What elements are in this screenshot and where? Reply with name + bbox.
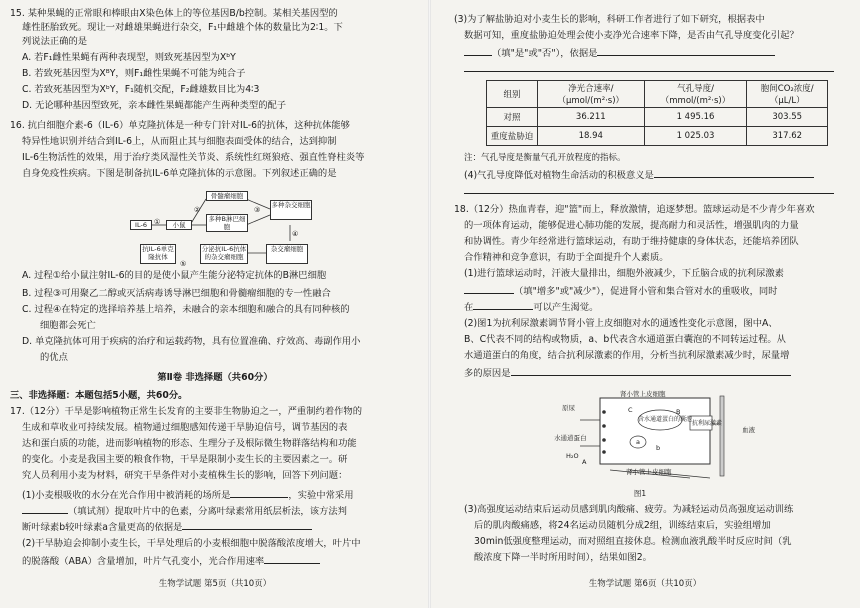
fig-top-label: 肾小管上皮细胞 — [620, 390, 666, 398]
q17-line-3: 达和蛋白质的功能，进而影响植物的形态、生理分子及根际微生物群落结构和功能 — [22, 438, 357, 449]
table-header-row — [487, 81, 828, 108]
fig-lumen-label: 原尿 — [562, 404, 575, 412]
blank-2[interactable] — [22, 504, 68, 514]
q17-sub1-line2 — [22, 504, 347, 518]
q18-sub3-line2: 后的肌肉酸痛感，将24名运动员随机分成2组，训练结束后，实验组增加 — [474, 520, 771, 531]
q15-option-a: A. 若F₁雌性果蝇有两种表现型，则致死基因型为XᵇY — [22, 52, 236, 63]
blank-8[interactable] — [654, 168, 814, 178]
q17-sub2-b: 的脱落酸（ABA）含量增加，叶片气孔变小，光合作用速率 — [22, 556, 265, 567]
step-4: ④ — [292, 230, 299, 238]
q18-sub1-b: （填"增多"或"减少"），促进肾小管和集合管对水的重吸收，同时 — [514, 286, 778, 297]
q17-sub1-a: (1)小麦根吸收的水分在光合作用中被消耗的场所是 — [22, 490, 231, 501]
fig-bottom-label: 肾小管上皮细胞 — [626, 468, 672, 476]
q17-4-line — [464, 168, 814, 182]
q18-sub1-line3 — [464, 300, 598, 314]
q18-line-2: 的一项体育运动，能够促进心肺功能的发展，提高耐力和灵活性，增强肌肉的力量 — [464, 220, 799, 231]
table-header: 气孔导度/（mmol/(m²·s)） — [644, 81, 747, 108]
blank-line-9 — [464, 184, 834, 198]
q17-line-4: 的变化。小麦是我国主要的粮食作物，干旱是限制小麦生长的主要因素之一。研 — [22, 454, 348, 465]
table-cell: 317.62 — [747, 127, 828, 146]
q16-stem-3: IL-6生物活性的效果，用于治疗类风湿性关节炎、系统性红斑狼疮、强直性脊柱炎等 — [22, 152, 365, 163]
part3-title: 三、非选择题：本题包括5小题，共60分。 — [10, 390, 188, 401]
table-cell: 18.94 — [538, 127, 645, 146]
table-row — [487, 127, 828, 146]
table-row — [487, 108, 828, 127]
hybrid-box: 杂交瘤细胞 — [266, 244, 308, 264]
myeloma-box: 骨髓瘤细胞 — [206, 191, 248, 201]
part2-title: 第Ⅱ卷 非选择题（共60分） — [157, 372, 273, 383]
q16-option-b: B. 过程③可用聚乙二醇或灭活病毒诱导淋巴细胞和骨髓瘤细胞的专一性融合 — [22, 288, 331, 299]
fig-vesicle-label: 含水通道蛋白的囊泡 — [638, 416, 693, 423]
q15-stem-3: 列说法正确的是 — [22, 36, 88, 47]
fig-label-a-lower: a — [636, 438, 640, 446]
blank-7[interactable] — [464, 62, 834, 72]
q17-3-l3: （填"是"或"否"），依据是 — [492, 48, 598, 59]
q18-sub1-line2 — [464, 284, 777, 298]
step-3: ③ — [254, 206, 261, 214]
blank-9[interactable] — [464, 184, 834, 194]
q18-line-4: 合作精神和竞争意识，有助于全面提升个人素质。 — [464, 252, 669, 263]
table-cell: 36.211 — [538, 108, 645, 127]
q18-sub3-line1: (3)高强度运动结束后运动员感到肌肉酸痛、疲劳。为减轻运动员高强度运动训练 — [464, 504, 794, 515]
right-page — [430, 0, 860, 608]
q16-option-c-2: 细胞都会死亡 — [40, 320, 96, 331]
q17-sub1-line1 — [22, 488, 354, 502]
table-cell: 303.55 — [747, 108, 828, 127]
table-cell: 对照 — [487, 108, 538, 127]
q18-sub2-d: 多的原因是 — [464, 368, 511, 379]
table-cell: 1 025.03 — [644, 127, 747, 146]
step-1: ① — [154, 218, 161, 226]
salt-stress-table — [486, 80, 828, 146]
q18-sub1-c: 在 — [464, 302, 474, 313]
q18-line-3: 和协调性。青少年经常进行篮球运动，有助于维持健康的身体状态，还能培养团队 — [464, 236, 799, 247]
table-cell: 1 495.16 — [644, 108, 747, 127]
q18-sub2-line4 — [464, 366, 791, 380]
q17-4: (4)气孔导度降低对植物生命活动的积极意义是 — [464, 170, 654, 181]
q16-option-d-1: D. 单克隆抗体可用于疾病的治疗和运载药物，具有位置准确、疗效高、毒副作用小 — [22, 336, 361, 347]
table-header: 组别 — [487, 81, 538, 108]
antibody-box: 抗IL-6单克隆抗体 — [140, 244, 176, 264]
fig-label-a-upper: A — [582, 458, 587, 466]
fused-box: 多种杂交细胞 — [270, 200, 312, 220]
blank-11[interactable] — [473, 300, 533, 310]
blank-12[interactable] — [511, 366, 791, 376]
q16-stem-4: 自身免疫性疾病。下图是制备抗IL-6单克隆抗体的示意图。下列叙述正确的是 — [22, 168, 337, 179]
q17-3-line-1: (3)为了解盐胁迫对小麦生长的影响，科研工作者进行了如下研究，根据表中 — [454, 14, 765, 25]
fig-blood-label: 血液 — [742, 426, 755, 434]
q16-option-d-2: 的优点 — [40, 352, 68, 363]
q16-option-a: A. 过程①给小鼠注射IL-6的目的是使小鼠产生能分泌特定抗体的B淋巴细胞 — [22, 270, 327, 281]
step-5: ⑤ — [180, 260, 187, 268]
table-note: 注：气孔导度是衡量气孔开放程度的指标。 — [464, 153, 626, 163]
q18-sub1-line1: (1)进行篮球运动时，汗液大量排出，细胞外液减少，下丘脑合成的抗利尿激素 — [464, 268, 784, 279]
q17-sub1-b: ，实验中常采用 — [288, 490, 354, 501]
q17-sub1-c: （填试剂）提取叶片中的色素，分离叶绿素常用纸层析法，该方法判 — [68, 506, 347, 517]
table-cell: 重度盐胁迫 — [487, 127, 538, 146]
q16-stem-2: 特异性地识别并结合到IL-6上，从而阻止其与细胞表面受体的结合，达到抑制 — [22, 136, 337, 147]
q18-sub3-line3: 30min低强度整理运动，而对照组直接休息。检测血液乳酸半时反应时间（乳 — [474, 536, 792, 547]
q15-option-c: C. 若致死基因型为XᵇY，F₁随机交配，F₂雌雄数目比为4∶3 — [22, 84, 260, 95]
table-header: 胞间CO₂浓度/（μL/L） — [747, 81, 828, 108]
q16-stem-1: 16. 抗白细胞介素-6（IL-6）单克隆抗体是一种专门针对IL-6的抗体，这种抗体能够 — [10, 120, 350, 131]
q18-sub2-line1: (2)图1为抗利尿激素调节肾小管上皮细胞对水的通透性变化示意图，图中A、 — [464, 318, 778, 329]
fig-label-b-lower: b — [656, 444, 661, 452]
q17-sub2-line2 — [22, 554, 320, 568]
q18-sub2-line2: B、C代表不同的结构或物质，a、b代表含水通道蛋白囊泡的不同转运过程。从 — [464, 334, 786, 345]
table-header: 净光合速率/（μmol/(m²·s)） — [538, 81, 645, 108]
q17-line-1: 17.（12分）干旱是影响植物正常生长发育的主要非生物胁迫之一，严重制约着作物的 — [10, 406, 363, 417]
fig-caption: 图1 — [633, 489, 647, 498]
mouse-box: 小鼠 — [166, 220, 192, 230]
q17-3-line-3 — [464, 46, 775, 60]
q17-line-5: 究人员利用小麦为材料，研究干旱条件对小麦植株生长的影响，回答下列问题： — [22, 470, 348, 481]
step-2: ② — [194, 206, 201, 214]
q15-stem-2: 雄性胚胎致死。现让一对雌雄果蝇进行杂交，F₁中雌雄个体的数量比为2∶1。下 — [22, 22, 343, 33]
il6-box: IL-6 — [130, 220, 152, 230]
right-footer: 生物学试题 第6页（共10页） — [588, 579, 702, 589]
q15-option-d: D. 无论哪种基因型致死，亲本雌性果蝇都能产生两种类型的配子 — [22, 100, 287, 111]
blank-3[interactable] — [182, 520, 312, 530]
q18-sub3-line4: 酸浓度下降一半时所用时间），结果如图2。 — [474, 552, 652, 563]
q18-sub2-line3: 水通道蛋白的角度，结合抗利尿激素的作用，分析当抗利尿激素减少时，尿量增 — [464, 350, 790, 361]
left-footer: 生物学试题 第5页（共10页） — [158, 579, 272, 589]
q15-option-b: B. 若致死基因型为XᴮY，则F₁雌性果蝇不可能为纯合子 — [22, 68, 246, 79]
fig-label-b-upper: B — [676, 408, 681, 416]
fig-label-c-upper: C — [628, 406, 633, 414]
fig-water-label: H₂O — [566, 452, 579, 460]
fig-channel-label: 水通道蛋白 — [554, 434, 587, 442]
bcells-box: 多种B淋巴细胞 — [206, 214, 248, 232]
q16-option-c-1: C. 过程④在特定的选择培养基上培养，未融合的亲本细胞和融合的具有同种核的 — [22, 304, 350, 315]
blank-10[interactable] — [464, 284, 514, 294]
blank-6[interactable] — [597, 46, 775, 56]
fig-adh-label: 抗利尿激素 — [692, 420, 723, 427]
q17-sub1-line3 — [22, 520, 312, 534]
blank-4[interactable] — [264, 554, 320, 564]
culture-box: 分泌抗IL-6抗体的杂交瘤细胞 — [200, 244, 248, 264]
q17-line-2: 生成和草收业可持续发展。植物通过细胞感知传递干旱胁迫信号，调节基因的表 — [22, 422, 348, 433]
q17-sub2-line1: (2)干旱胁迫会抑制小麦生长，干旱处理后的小麦根细胞中脱落酸浓度增大，叶片中 — [22, 538, 361, 549]
q15-stem-1: 15. 某种果蝇的正常眼和棒眼由X染色体上的等位基因B/b控制。某相关基因型的 — [10, 8, 338, 19]
q18-line-1: 18.（12分）热血青春，迎"篮"而上，释放激情，追逐梦想。篮球运动是不少青少年喜欢 — [454, 204, 815, 215]
q18-sub1-d: 可以产生渴觉。 — [533, 302, 599, 313]
q17-3-line-2: 数据可知，重度盐胁迫处理会使小麦净光合速率下降，是否由气孔导度变化引起？ — [464, 30, 799, 41]
blank-5[interactable] — [464, 46, 492, 56]
blank-1[interactable] — [230, 488, 288, 498]
blank-line-7 — [464, 62, 834, 76]
q17-sub1-d: 断叶绿素b较叶绿素a含量更高的依据是 — [22, 522, 183, 533]
